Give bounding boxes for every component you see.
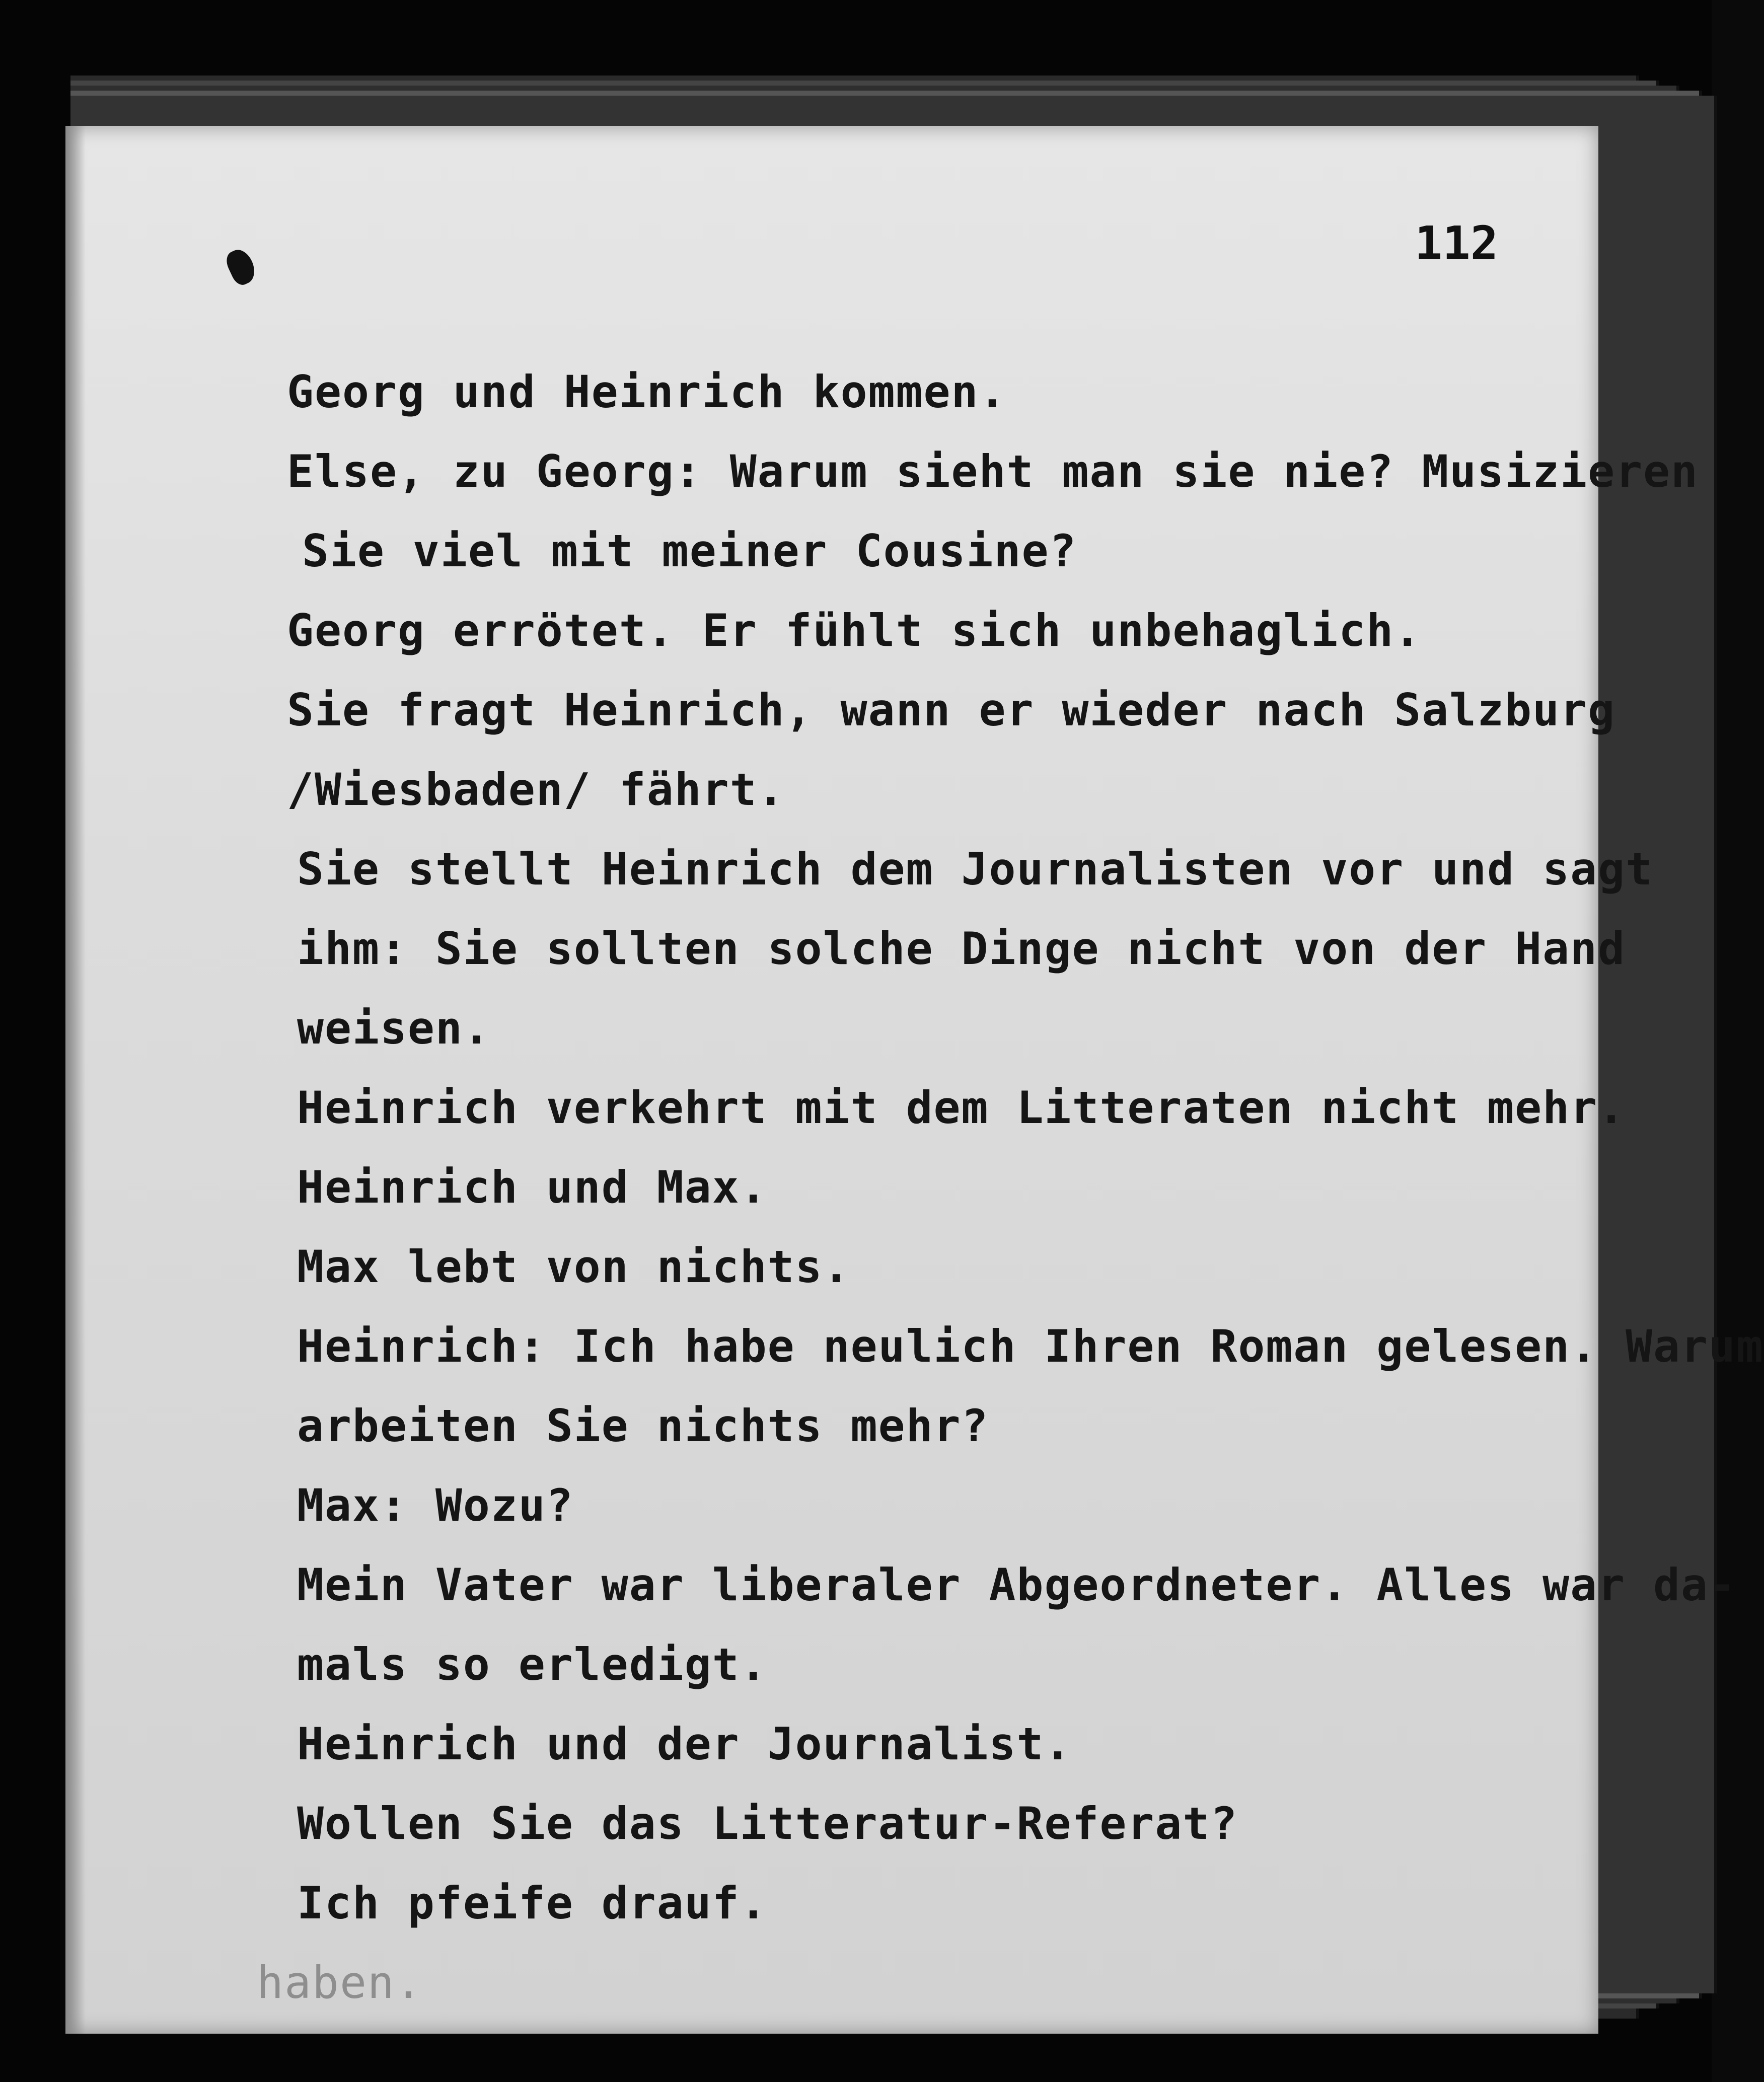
typewritten-text: [257, 352, 1764, 2023]
text-line: arbeiten Sie nichts mehr?: [297, 1400, 989, 1452]
text-line: Ich pfeife drauf.: [297, 1877, 768, 1929]
text-line: /Wiesbaden/ fährt.: [287, 764, 785, 815]
text-line: Georg und Heinrich kommen.: [287, 366, 1007, 418]
text-line: weisen.: [297, 1002, 491, 1054]
typewritten-page: [65, 126, 1764, 2034]
text-line: Sie stellt Heinrich dem Journalisten vor und sagt: [297, 843, 1654, 895]
text-line: Mein Vater war liberaler Abgeordneter. Alles war da-: [297, 1559, 1736, 1611]
text-line: Heinrich: Ich habe neulich Ihren Roman gelesen. Warum: [297, 1320, 1764, 1372]
text-line: Heinrich und der Journalist.: [297, 1718, 1072, 1770]
text-line: Max: Wozu?: [297, 1479, 574, 1531]
text-line: Sie viel mit meiner Cousine?: [302, 525, 1077, 577]
text-line: Heinrich verkehrt mit dem Litteraten nicht mehr.: [297, 1082, 1626, 1134]
text-line: Max lebt von nichts.: [297, 1241, 851, 1293]
page-number: 112: [1415, 216, 1499, 270]
text-line: ihm: Sie sollten solche Dinge nicht von der Hand: [297, 923, 1626, 975]
text-line: Heinrich und Max.: [297, 1161, 768, 1213]
text-line: mals so erledigt.: [297, 1639, 768, 1690]
text-line: Wollen Sie das Litteratur-Referat?: [297, 1798, 1238, 1849]
text-line: Else, zu Georg: Warum sieht man sie nie? Musizieren: [287, 445, 1699, 497]
punch-mark: [223, 246, 259, 288]
text-line: haben.: [257, 1957, 423, 2009]
text-line: Sie fragt Heinrich, wann er wieder nach Salzburg: [287, 684, 1616, 736]
text-line: Georg errötet. Er fühlt sich unbehaglich.: [287, 605, 1422, 656]
